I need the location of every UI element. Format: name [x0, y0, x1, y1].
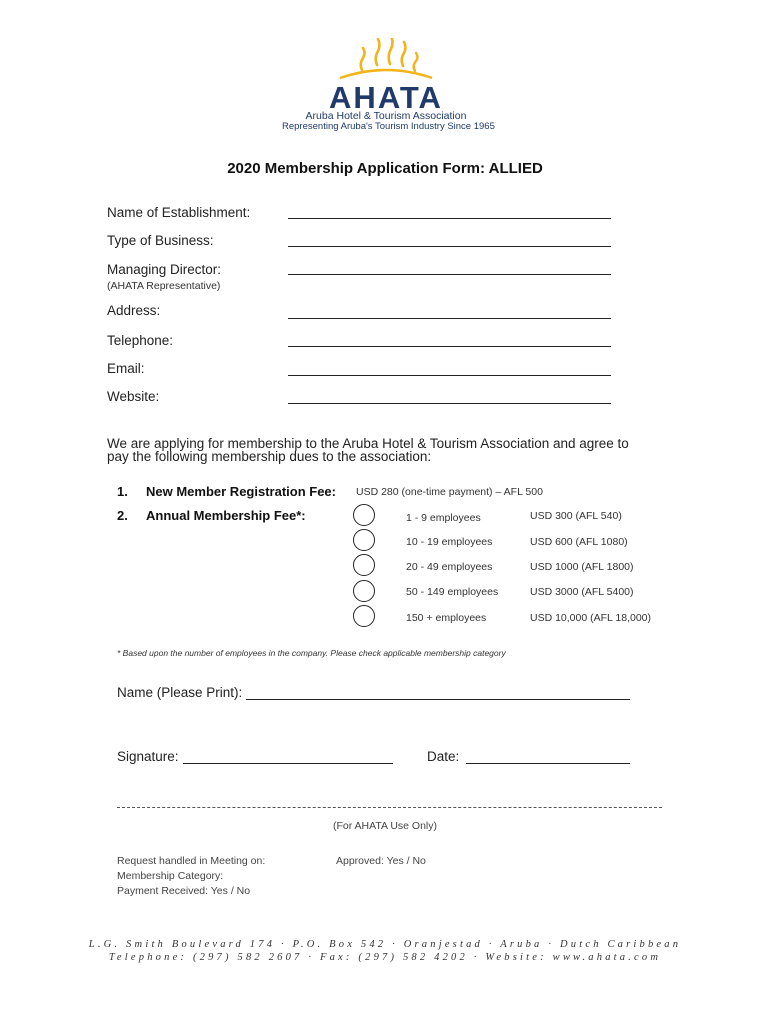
category-price-10-19: USD 600 (AFL 1080) — [530, 536, 628, 548]
category-employees-50-149: 50 - 149 employees — [406, 586, 499, 598]
office-use-heading: (For AHATA Use Only) — [332, 820, 438, 832]
category-employees-20-49: 20 - 49 employees — [406, 561, 493, 573]
registration-fee-label: New Member Registration Fee: — [146, 484, 336, 499]
logo-tagline: Representing Aruba's Tourism Industry Since 1965 — [282, 121, 495, 132]
registration-fee-number: 1. — [117, 484, 128, 499]
email-input-line[interactable] — [288, 375, 611, 376]
intro-paragraph — [107, 437, 667, 463]
category-employees-10-19: 10 - 19 employees — [406, 536, 493, 548]
business-type-input-line[interactable] — [288, 246, 611, 247]
office-use-divider — [117, 807, 662, 808]
website-input-line[interactable] — [288, 403, 611, 404]
category-checkbox-1-9[interactable] — [353, 504, 375, 526]
category-price-20-49: USD 1000 (AFL 1800) — [530, 561, 634, 573]
category-employees-150-plus: 150 + employees — [406, 612, 487, 624]
field-label-managing-director: Managing Director: — [107, 262, 222, 277]
ahata-logo — [282, 38, 495, 134]
footer-contact: Telephone: (297) 582 2607 · Fax: (297) 582 4202 · Website: www.ahata.com — [108, 952, 662, 963]
category-employees-1-9: 1 - 9 employees — [406, 512, 481, 524]
logo-subtitle: Aruba Hotel & Tourism Association — [305, 110, 467, 122]
office-approved: Approved: Yes / No — [336, 855, 426, 867]
category-price-50-149: USD 3000 (AFL 5400) — [530, 586, 634, 598]
category-price-1-9: USD 300 (AFL 540) — [530, 510, 622, 522]
employee-count-note: * Based upon the number of employees in the company. Please check applicable membership category — [117, 648, 506, 658]
field-label-business-type: Type of Business: — [107, 233, 214, 248]
address-input-line[interactable] — [288, 318, 611, 319]
annual-fee-number: 2. — [117, 508, 128, 523]
signature-input-line[interactable] — [183, 763, 393, 764]
form-title: 2020 Membership Application Form: ALLIED — [227, 160, 543, 177]
sun-rays-icon — [282, 38, 490, 110]
field-label-email: Email: — [107, 361, 145, 376]
print-name-label: Name (Please Print): — [117, 685, 243, 700]
telephone-input-line[interactable] — [288, 346, 611, 347]
field-label-address: Address: — [107, 303, 161, 318]
category-price-150-plus: USD 10,000 (AFL 18,000) — [530, 612, 652, 624]
office-payment-received: Payment Received: Yes / No — [117, 885, 251, 897]
intro-line-2: pay the following membership dues to the association: — [107, 449, 432, 464]
intro-line-1: We are applying for membership to the Aruba Hotel & Tourism Association and agree to — [107, 436, 629, 451]
managing-director-input-line[interactable] — [288, 274, 611, 275]
category-checkbox-10-19[interactable] — [353, 529, 375, 551]
footer-address: L.G. Smith Boulevard 174 · P.O. Box 542 · Oranjestad · Aruba · Dutch Caribbean — [88, 939, 682, 950]
date-label: Date: — [427, 749, 460, 764]
category-checkbox-150-plus[interactable] — [353, 605, 375, 627]
print-name-input-line[interactable] — [246, 699, 630, 700]
annual-fee-label: Annual Membership Fee*: — [146, 508, 306, 523]
office-membership-category: Membership Category: — [117, 870, 224, 882]
category-checkbox-20-49[interactable] — [353, 554, 375, 576]
date-input-line[interactable] — [466, 763, 630, 764]
category-checkbox-50-149[interactable] — [353, 580, 375, 602]
establishment-input-line[interactable] — [288, 218, 611, 219]
signature-label: Signature: — [117, 749, 179, 764]
field-label-telephone: Telephone: — [107, 333, 174, 348]
registration-fee-value: USD 280 (one-time payment) – AFL 500 — [356, 486, 543, 498]
field-label-establishment: Name of Establishment: — [107, 205, 251, 220]
field-sublabel-representative: (AHATA Representative) — [107, 280, 221, 292]
field-label-website: Website: — [107, 389, 160, 404]
office-request-meeting: Request handled in Meeting on: — [117, 855, 266, 867]
logo-wordmark: AHATA — [329, 80, 443, 110]
